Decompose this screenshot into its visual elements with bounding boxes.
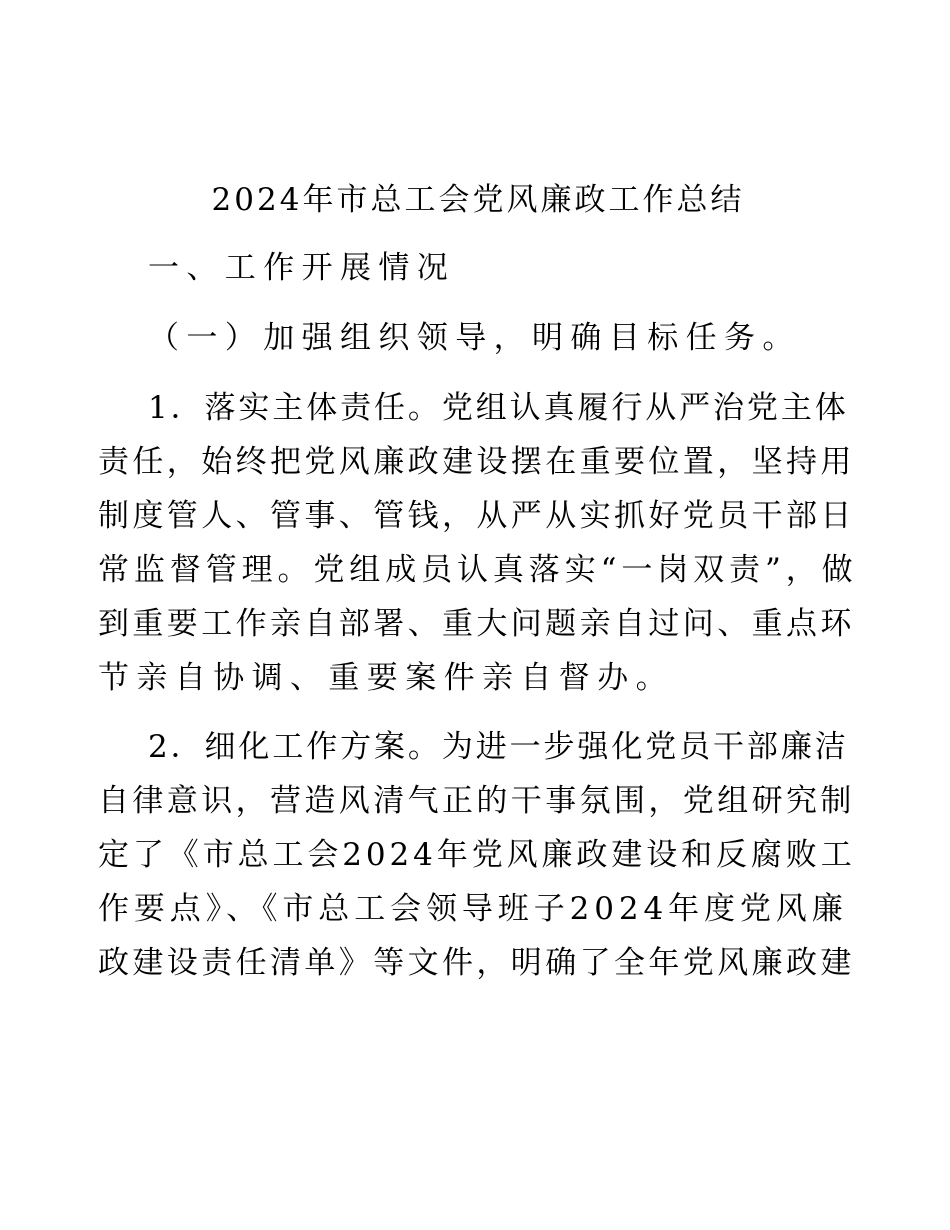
paragraph-line: 政建设责任清单》等文件，明确了全年党风廉政建 — [98, 945, 855, 981]
paragraph-line: 常监督管理。党组成员认真落实“一岗双责”，做 — [98, 552, 858, 588]
document-title: 2024年市总工会党风廉政工作总结 — [211, 182, 745, 218]
paragraph-line: 定了《市总工会2024年党风廉政建设和反腐败工 — [98, 837, 856, 873]
section-heading: 一、工作开展情况 — [148, 250, 456, 286]
paragraph-line: 到重要工作亲自部署、重大问题亲自过问、重点环 — [98, 606, 855, 642]
paragraph-line: 2．细化工作方案。为进一步强化党员干部廉洁 — [148, 729, 849, 765]
paragraph-line: 责任，始终把党风廉政建设摆在重要位置，坚持用 — [98, 444, 855, 480]
paragraph-line: 1．落实主体责任。党组认真履行从严治党主体 — [148, 390, 849, 426]
paragraph-line: 作要点》、《市总工会领导班子2024年度党风廉 — [98, 891, 848, 927]
subsection-heading: （一）加强组织领导，明确目标任务。 — [148, 320, 801, 356]
paragraph-line: 制度管人、管事、管钱，从严从实抓好党员干部日 — [98, 498, 855, 534]
paragraph-line: 自律意识，营造风清气正的干事氛围，党组研究制 — [98, 783, 855, 819]
paragraph-line: 节亲自协调、重要案件亲自督办。 — [98, 660, 674, 696]
